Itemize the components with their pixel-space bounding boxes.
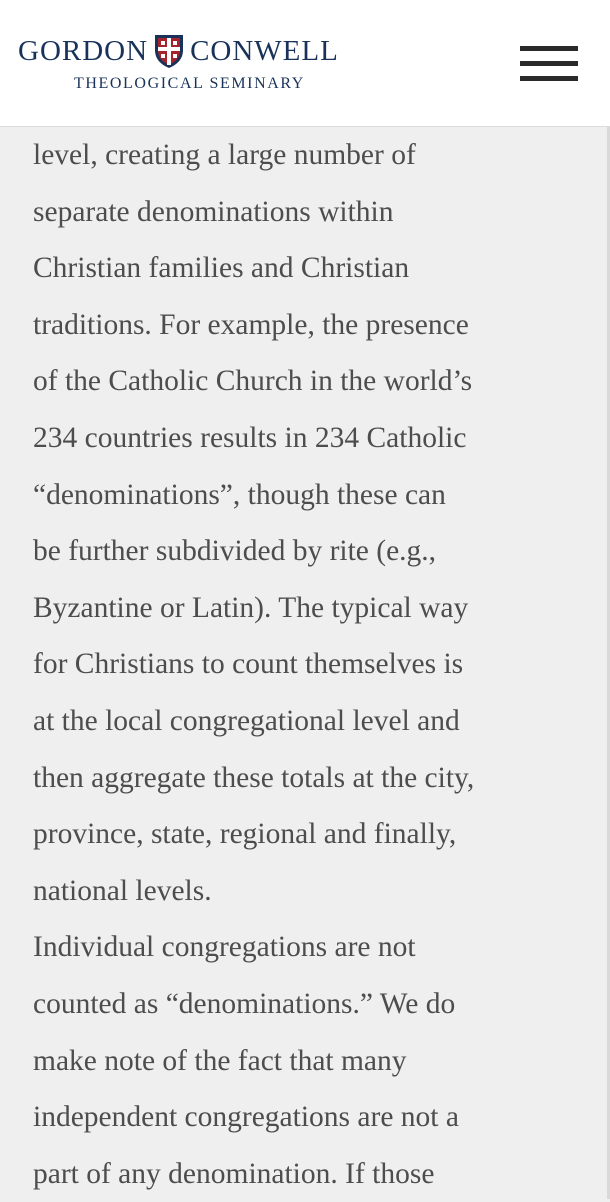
- logo-word-left: GORDON: [18, 35, 149, 67]
- site-header: [0, 0, 610, 127]
- article-body: [33, 127, 593, 1202]
- text-line: traditions. For example, the presence: [33, 308, 469, 341]
- paragraph: [33, 919, 593, 1202]
- text-line: level, creating a large number of: [33, 139, 416, 171]
- text-line: Byzantine or Latin). The typical way: [33, 591, 469, 624]
- text-line: be further subdivided by rite (e.g.,: [33, 535, 437, 568]
- text-line: of the Catholic Church in the world’s: [33, 365, 473, 398]
- text-line: national levels.: [33, 874, 212, 907]
- gordon-conwell-logo[interactable]: [18, 34, 388, 98]
- text-line: at the local congregational level and: [33, 704, 460, 737]
- text-line: Christian families and Christian: [33, 252, 410, 285]
- shield-crest-icon: [152, 33, 186, 69]
- text-line: counted as “denominations.” We do: [33, 987, 456, 1020]
- text-line: “denominations”, though these can: [33, 478, 446, 511]
- text-line: Individual congregations are not: [33, 931, 416, 964]
- logo-subtitle: THEOLOGICAL SEMINARY: [74, 75, 305, 92]
- text-line: 234 countries results in 234 Catholic: [33, 421, 467, 454]
- logo-word-right: CONWELL: [190, 35, 339, 67]
- text-line: province, state, regional and finally,: [33, 818, 457, 851]
- paragraph: [33, 127, 593, 919]
- hamburger-menu-button[interactable]: [518, 44, 580, 84]
- text-line: then aggregate these totals at the city,: [33, 761, 475, 794]
- text-line: for Christians to count themselves is: [33, 648, 464, 681]
- text-line: independent congregations are not a: [33, 1101, 459, 1134]
- text-line: separate denominations within: [33, 195, 394, 228]
- text-line: make note of the fact that many: [33, 1044, 407, 1077]
- text-line: part of any denomination. If those: [33, 1157, 435, 1190]
- logo-wordmark: [18, 34, 388, 68]
